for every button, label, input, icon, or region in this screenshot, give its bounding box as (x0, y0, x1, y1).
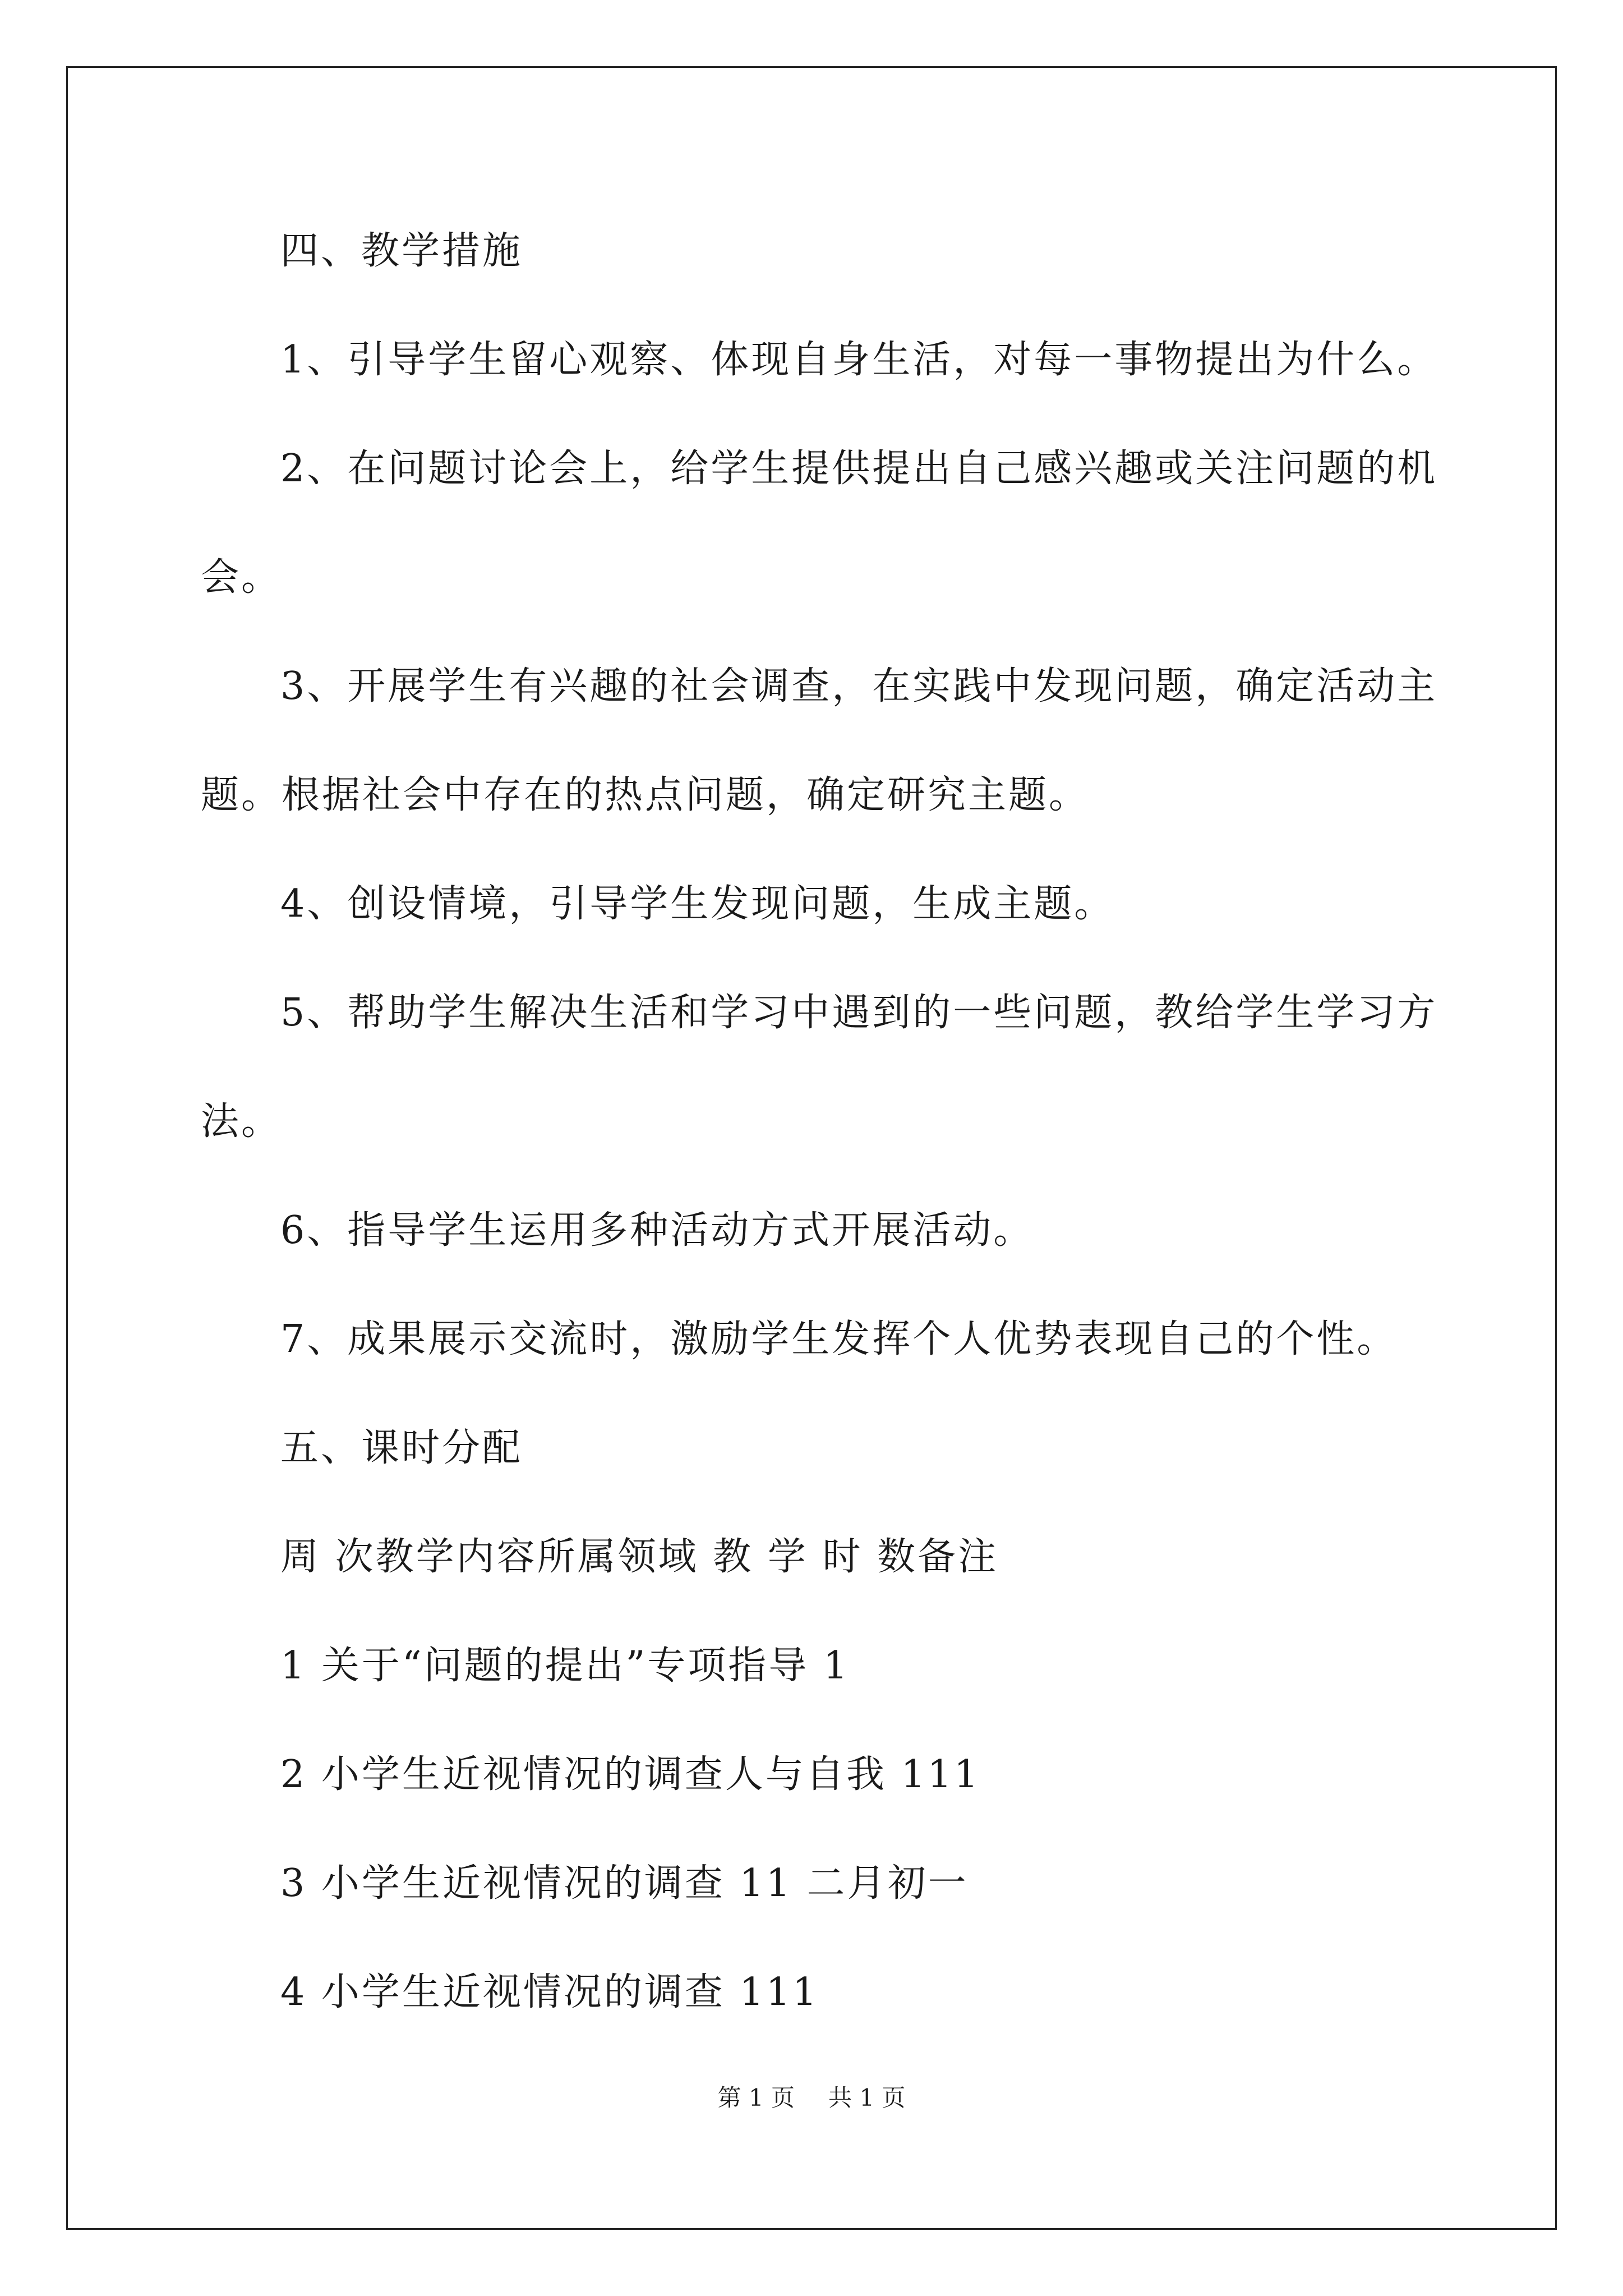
measure-item-3-line-2: 题。根据社会中存在的热点问题，确定研究主题。 (201, 773, 1090, 817)
schedule-table-header: 周 次教学内容所属领域 教 学 时 数备注 (280, 1535, 999, 1579)
measure-item-2-line-2: 会。 (201, 555, 282, 600)
section-heading-lesson-allocation: 五、课时分配 (280, 1426, 523, 1470)
measure-item-6: 6、指导学生运用多种活动方式开展活动。 (280, 1208, 1034, 1253)
measure-item-1: 1、引导学生留心观察、体现自身生活，对每一事物提出为什么。 (280, 338, 1438, 382)
measure-item-4: 4、创设情境，引导学生发现问题，生成主题。 (280, 882, 1115, 926)
page-footer (0, 2082, 1623, 2114)
section-heading-teaching-measures: 四、教学措施 (280, 229, 523, 273)
page-number: 第 1 页 (717, 2084, 795, 2111)
page-total: 共 1 页 (828, 2084, 906, 2111)
schedule-row: 4 小学生近视情况的调查 111 (280, 1970, 819, 2014)
schedule-row: 1 关于“问题的提出”专项指导 1 (280, 1644, 850, 1688)
schedule-row: 2 小学生近视情况的调查人与自我 111 (280, 1752, 981, 1797)
measure-item-3-line-1: 3、开展学生有兴趣的社会调查，在实践中发现问题，确定活动主 (280, 664, 1438, 708)
measure-item-2-line-1: 2、在问题讨论会上，给学生提供提出自己感兴趣或关注问题的机 (280, 447, 1438, 491)
measure-item-5-line-2: 法。 (201, 1099, 282, 1144)
measure-item-7: 7、成果展示交流时，激励学生发挥个人优势表现自己的个性。 (280, 1317, 1398, 1361)
measure-item-5-line-1: 5、帮助学生解决生活和学习中遇到的一些问题，教给学生学习方 (280, 991, 1438, 1035)
schedule-row: 3 小学生近视情况的调查 11 二月初一 (280, 1861, 969, 1906)
